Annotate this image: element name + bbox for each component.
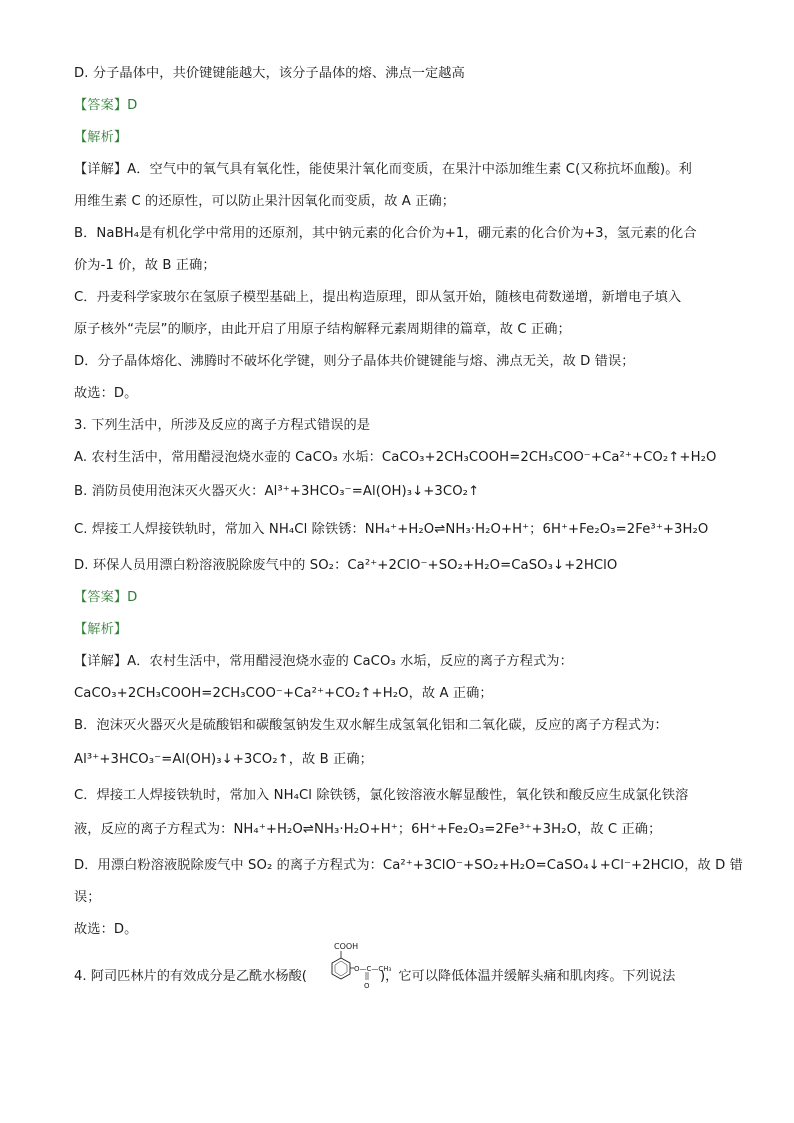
explanation-c-line2: 原子核外“壳层”的顺序，由此开启了用原子结构解释元素周期律的篇章，故 C 正确；	[74, 322, 571, 337]
carbonyl-oxygen-label: O	[364, 982, 370, 990]
acetylsalicylic-acid-structure	[314, 940, 392, 996]
conclusion-q3: 故选：D。	[74, 922, 138, 937]
explanation-q3-d-line2: 误；	[74, 890, 101, 905]
explanation-q3-c-line2: 液，反应的离子方程式为：NH₄⁺+H₂O⇌NH₃·H₂O+H⁺；6H⁺+Fe₂O₃=2Fe³⁺+3H₂O，故 C 正确；	[74, 822, 662, 837]
explanation-q3-a-line2: CaCO₃+2CH₃COOH=2CH₃COO⁻+Ca²⁺+CO₂↑+H₂O，故 A 正确；	[74, 686, 493, 701]
conclusion-q2: 故选：D。	[74, 386, 138, 401]
explanation-a-line2: 用维生素 C 的还原性，可以防止果汁因氧化而变质，故 A 正确；	[74, 194, 456, 209]
option-d-q3: D. 环保人员用漂白粉溶液脱除废气中的 SO₂：Ca²⁺+2ClO⁻+SO₂+H₂O=CaSO₃↓+2HClO	[74, 558, 618, 573]
analysis-label-q3: 【解析】	[74, 622, 128, 637]
answer-label-q3: 【答案】D	[74, 590, 138, 605]
explanation-q3-b-line2: Al³⁺+3HCO₃⁻=Al(OH)₃↓+3CO₂↑，故 B 正确；	[74, 752, 373, 767]
answer-label-q2: 【答案】D	[74, 98, 138, 113]
explanation-b-line2: 价为-1 价，故 B 正确；	[74, 258, 216, 273]
cooh-label: COOH	[334, 942, 359, 951]
ester-group-label: O—C—CH₃	[354, 965, 392, 973]
explanation-q3-c-line1: C．焊接工人焊接铁轨时，常加入 NH₄Cl 除铁锈，氯化铵溶液水解显酸性，氧化铁和酸反应生成氯化铁溶	[74, 788, 689, 803]
option-c-q3: C. 焊接工人焊接铁轨时，常加入 NH₄Cl 除铁锈：NH₄⁺+H₂O⇌NH₃·H₂O+H⁺；6H⁺+Fe₂O₃=2Fe³⁺+3H₂O	[74, 522, 709, 537]
question-4-stem-prefix: 4. 阿司匹林片的有效成分是乙酰水杨酸(	[74, 969, 307, 984]
option-d-q2: D. 分子晶体中，共价键键能越大，该分子晶体的熔、沸点一定越高	[74, 66, 465, 81]
explanation-d: D．分子晶体熔化、沸腾时不破坏化学键，则分子晶体共价键键能与熔、沸点无关，故 D 错误；	[74, 354, 635, 369]
option-b-q3: B. 消防员使用泡沫灭火器灭火：Al³⁺+3HCO₃⁻=Al(OH)₃↓+3CO₂↑	[74, 484, 480, 499]
analysis-label-q2: 【解析】	[74, 130, 128, 145]
explanation-q3-d-line1: D．用漂白粉溶液脱除废气中 SO₂ 的离子方程式为：Ca²⁺+3ClO⁻+SO₂+H₂O=CaSO₄↓+Cl⁻+2HClO，故 D 错	[74, 858, 743, 873]
question-3-stem: 3. 下列生活中，所涉及反应的离子方程式错误的是	[74, 418, 371, 433]
question-4-stem-suffix: )，它可以降低体温并缓解头痛和肌肉疼。下列说法	[380, 969, 676, 984]
explanation-a-line1: 【详解】A．空气中的氧气具有氧化性，能使果汁氧化而变质，在果汁中添加维生素 C(又称抗坏血酸)。利	[74, 162, 692, 177]
explanation-b-line1: B．NaBH₄是有机化学中常用的还原剂，其中钠元素的化合价为+1，硼元素的化合价为+3，氢元素的化合	[74, 226, 697, 241]
option-a-q3: A. 农村生活中，常用醋浸泡烧水壶的 CaCO₃ 水垢：CaCO₃+2CH₃COOH=2CH₃COO⁻+Ca²⁺+CO₂↑+H₂O	[74, 450, 717, 465]
explanation-q3-a-line1: 【详解】A．农村生活中，常用醋浸泡烧水壶的 CaCO₃ 水垢，反应的离子方程式为：	[74, 654, 573, 669]
benzene-inner-ring	[335, 961, 347, 976]
explanation-c-line1: C．丹麦科学家玻尔在氢原子模型基础上，提出构造原理，即从氢开始，随核电荷数递增，新增电子填入	[74, 290, 682, 305]
explanation-q3-b-line1: B．泡沫灭火器灭火是硫酸铝和碳酸氢钠发生双水解生成氢氧化铝和二氧化碳，反应的离子方程式为：	[74, 718, 668, 733]
